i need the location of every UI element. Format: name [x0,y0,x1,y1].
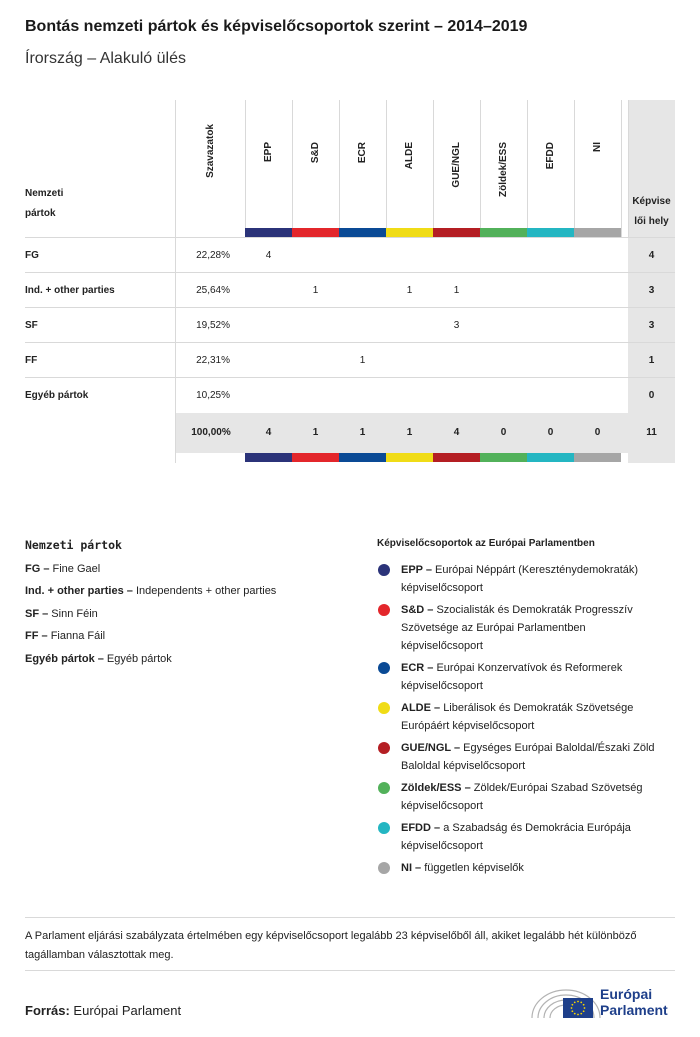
seat-count [386,378,433,413]
column-separator [621,100,622,237]
legend-full: Egységes Európai Baloldal/Északi Zöld Baloldal képviselőcsoport [401,742,655,772]
group-color-bar [386,453,433,462]
legend-sep: – [40,563,53,575]
legend-item [377,859,667,877]
group-color-bar [339,228,386,237]
eu-star [583,1004,585,1006]
legend-item [377,561,667,597]
seat-count [245,273,292,308]
legend-full: Szocialisták és Demokraták Progresszív Szövetsége az Európai Parlamentben képviselőcsoport [401,604,633,652]
legend-abbr: FG [25,563,41,575]
eu-star [583,1010,585,1012]
legend-item [377,699,667,735]
column-separator [433,100,434,237]
group-color-bar [433,228,480,237]
column-separator [574,100,575,237]
legend-abbr: EFDD [401,822,431,834]
group-color-bar [574,228,621,237]
page-title: Bontás nemzeti pártok és képviselőcsoportok szerint – 2014–2019 [25,18,528,35]
seat-count [480,308,527,343]
seat-count [574,343,621,378]
seat-count [574,308,621,343]
total-seats: 3 [648,285,655,296]
column-separator [628,100,629,237]
results-table [25,100,675,463]
group-color-bar [433,453,480,462]
party-name: SF [25,320,38,331]
group-header: GUE/NGL [451,142,462,188]
seat-count [527,273,574,308]
total-group-seats: 0 [500,427,507,438]
total-group-seats: 1 [406,427,413,438]
group-color-bar [574,453,621,462]
seat-count [339,308,386,343]
column-separator [480,100,481,237]
group-color-bar [292,453,339,462]
national-legend-title: Nemzeti pártok [25,538,122,552]
seat-count [574,273,621,308]
legend-sep: – [424,662,437,674]
seat-count [527,343,574,378]
column-separator [339,100,340,237]
color-dot-icon [378,604,390,616]
seat-count [574,378,621,413]
seat-count [480,238,527,273]
legend-item [377,601,667,655]
groups-legend [377,561,667,881]
seat-count: 1 [312,285,319,296]
seat-count [386,308,433,343]
source [25,1003,181,1018]
legend-item [25,652,276,674]
eu-star [580,1001,582,1003]
source-value: Európai Parlament [73,1003,182,1018]
color-dot-icon [378,662,390,674]
totals-row [175,413,675,453]
group-color-bar [480,228,527,237]
seat-count [292,378,339,413]
column-separator [386,100,387,237]
legend-sep: – [38,630,51,643]
seat-count: 4 [265,250,272,261]
rules-note: A Parlament eljárási szabályzata értelmében egy képviselőcsoport legalább 23 képviselőből áll, akiket legalább hét különböző tagállamban választottak meg. [25,930,637,961]
eu-star [574,1001,576,1003]
color-dot-icon [378,782,390,794]
group-header: EPP [263,142,274,163]
legend-sep: – [422,564,436,576]
group-color-bar [245,453,292,462]
total-votes: 100,00% [191,427,231,438]
legend-full: Sinn Féin [51,607,98,620]
table-row [25,307,675,343]
color-dot-icon [378,862,390,874]
legend-item [377,659,667,695]
seat-count [339,378,386,413]
group-header: S&D [310,142,321,164]
legend-abbr: Zöldek/ESS [401,782,462,794]
legend-abbr: ALDE [401,702,431,714]
group-color-bar [245,228,292,237]
national-parties-header: Nemzeti pártok [25,188,64,219]
group-color-bar [480,453,527,462]
column-separator [527,100,528,237]
legend-abbr: SF [25,607,40,620]
legend-sep: – [94,652,107,665]
legend-sep: – [39,607,52,620]
legend-item [25,584,276,606]
group-color-bar [527,453,574,462]
legend-abbr: EPP [401,564,423,576]
group-color-bar [386,228,433,237]
legend-sep: – [412,862,425,874]
seat-count [480,378,527,413]
color-dot-icon [378,564,390,576]
group-color-bar [292,228,339,237]
group-header: ECR [357,142,368,164]
legend-full: Egyéb pártok [106,652,172,665]
seat-count [480,273,527,308]
legend-item [25,562,276,584]
legend-full: Liberálisok és Demokraták Szövetsége Európáért képviselőcsoport [401,702,634,732]
seat-count [433,343,480,378]
seat-count [386,238,433,273]
seat-count: 3 [453,320,460,331]
total-seats: 1 [648,355,655,366]
eu-star [574,1013,576,1015]
total-seats: 4 [648,250,655,261]
legend-item [377,779,667,815]
divider [25,970,675,971]
eu-star [571,1004,573,1006]
total-seats: 0 [648,390,655,401]
legend-full: Fianna Fáil [50,630,106,643]
seat-count [574,238,621,273]
column-separator [292,100,293,237]
eu-star [584,1007,586,1009]
legend-full: Európai Konzervatívok és Reformerek képviselőcsoport [401,662,623,692]
legend-sep: – [450,742,464,754]
national-legend [25,562,276,674]
legend-item [25,607,276,629]
total-group-seats: 4 [265,427,272,438]
legend-item [25,629,276,651]
party-name: FG [25,250,39,261]
legend-abbr: GUE/NGL [401,742,451,754]
table-row [25,342,675,378]
legend-full: Zöldek/Európai Szabad Szövetség képviselőcsoport [401,782,643,812]
votes-header: Szavazatok [205,124,216,178]
legend-abbr: NI [401,862,412,874]
seat-count: 1 [359,355,366,366]
party-name: Egyéb pártok [25,390,89,401]
seat-count [527,308,574,343]
seat-count: 1 [453,285,460,296]
seat-count [292,343,339,378]
group-header: NI [592,142,603,152]
seat-count [339,238,386,273]
vote-share: 25,64% [196,285,230,296]
groups-legend-title: Képviselőcsoportok az Európai Parlamentben [377,538,595,549]
seat-count [527,378,574,413]
seat-count [527,238,574,273]
eu-star [580,1013,582,1015]
legend-full: Fine Gael [52,563,101,575]
legend-abbr: Egyéb pártok [25,652,95,665]
party-name: FF [25,355,38,366]
legend-sep: – [430,822,444,834]
eu-star [571,1007,573,1009]
vote-share: 22,31% [196,355,230,366]
eu-star [577,1001,579,1003]
total-seats: 3 [648,320,655,331]
legend-full: a Szabadság és Demokrácia Európája képviselőcsoport [401,822,631,852]
group-color-bar [339,453,386,462]
page-subtitle: Írország – Alakuló ülés [25,50,186,67]
seats-header: Képvise lői hely [632,196,671,227]
seat-count [245,378,292,413]
table-row [25,272,675,308]
seat-count [433,378,480,413]
legend-full: Independents + other parties [135,585,277,598]
total-group-seats: 1 [359,427,366,438]
table-row [25,377,675,413]
logo-text: Európai Parlament [600,986,668,1018]
divider [25,917,675,918]
color-dot-icon [378,822,390,834]
total-group-seats: 0 [547,427,554,438]
total-group-seats: 0 [594,427,601,438]
seat-count [386,343,433,378]
group-header: Zöldek/ESS [498,142,509,198]
group-header: ALDE [404,142,415,170]
seat-count [480,343,527,378]
group-color-bar [527,228,574,237]
seat-count [433,238,480,273]
grand-total: 11 [646,427,657,438]
total-group-seats: 1 [312,427,319,438]
color-dot-icon [378,742,390,754]
seat-count [292,308,339,343]
party-name: Ind. + other parties [25,285,115,296]
column-separator [245,100,246,237]
seat-count [245,343,292,378]
seat-count: 1 [406,285,413,296]
vote-share: 19,52% [196,320,230,331]
legend-abbr: ECR [401,662,425,674]
legend-item [377,739,667,775]
legend-sep: – [461,782,474,794]
eu-star [577,1014,579,1016]
source-label: Forrás: [25,1003,70,1018]
total-group-seats: 4 [453,427,460,438]
legend-item [377,819,667,855]
seat-count [339,273,386,308]
legend-abbr: Ind. + other parties [25,585,124,598]
legend-abbr: S&D [401,604,425,616]
legend-full: független képviselők [424,862,524,874]
vote-share: 22,28% [196,250,230,261]
table-row [25,237,675,273]
legend-full: Európai Néppárt (Kereszténydemokraták) képviselőcsoport [401,564,639,594]
eu-star [571,1010,573,1012]
legend-sep: – [424,604,437,616]
seat-count [245,308,292,343]
vote-share: 10,25% [196,390,230,401]
legend-sep: – [430,702,444,714]
seat-count [292,238,339,273]
legend-abbr: FF [25,630,39,643]
legend-sep: – [123,585,136,598]
color-dot-icon [378,702,390,714]
group-header: EFDD [545,142,556,170]
